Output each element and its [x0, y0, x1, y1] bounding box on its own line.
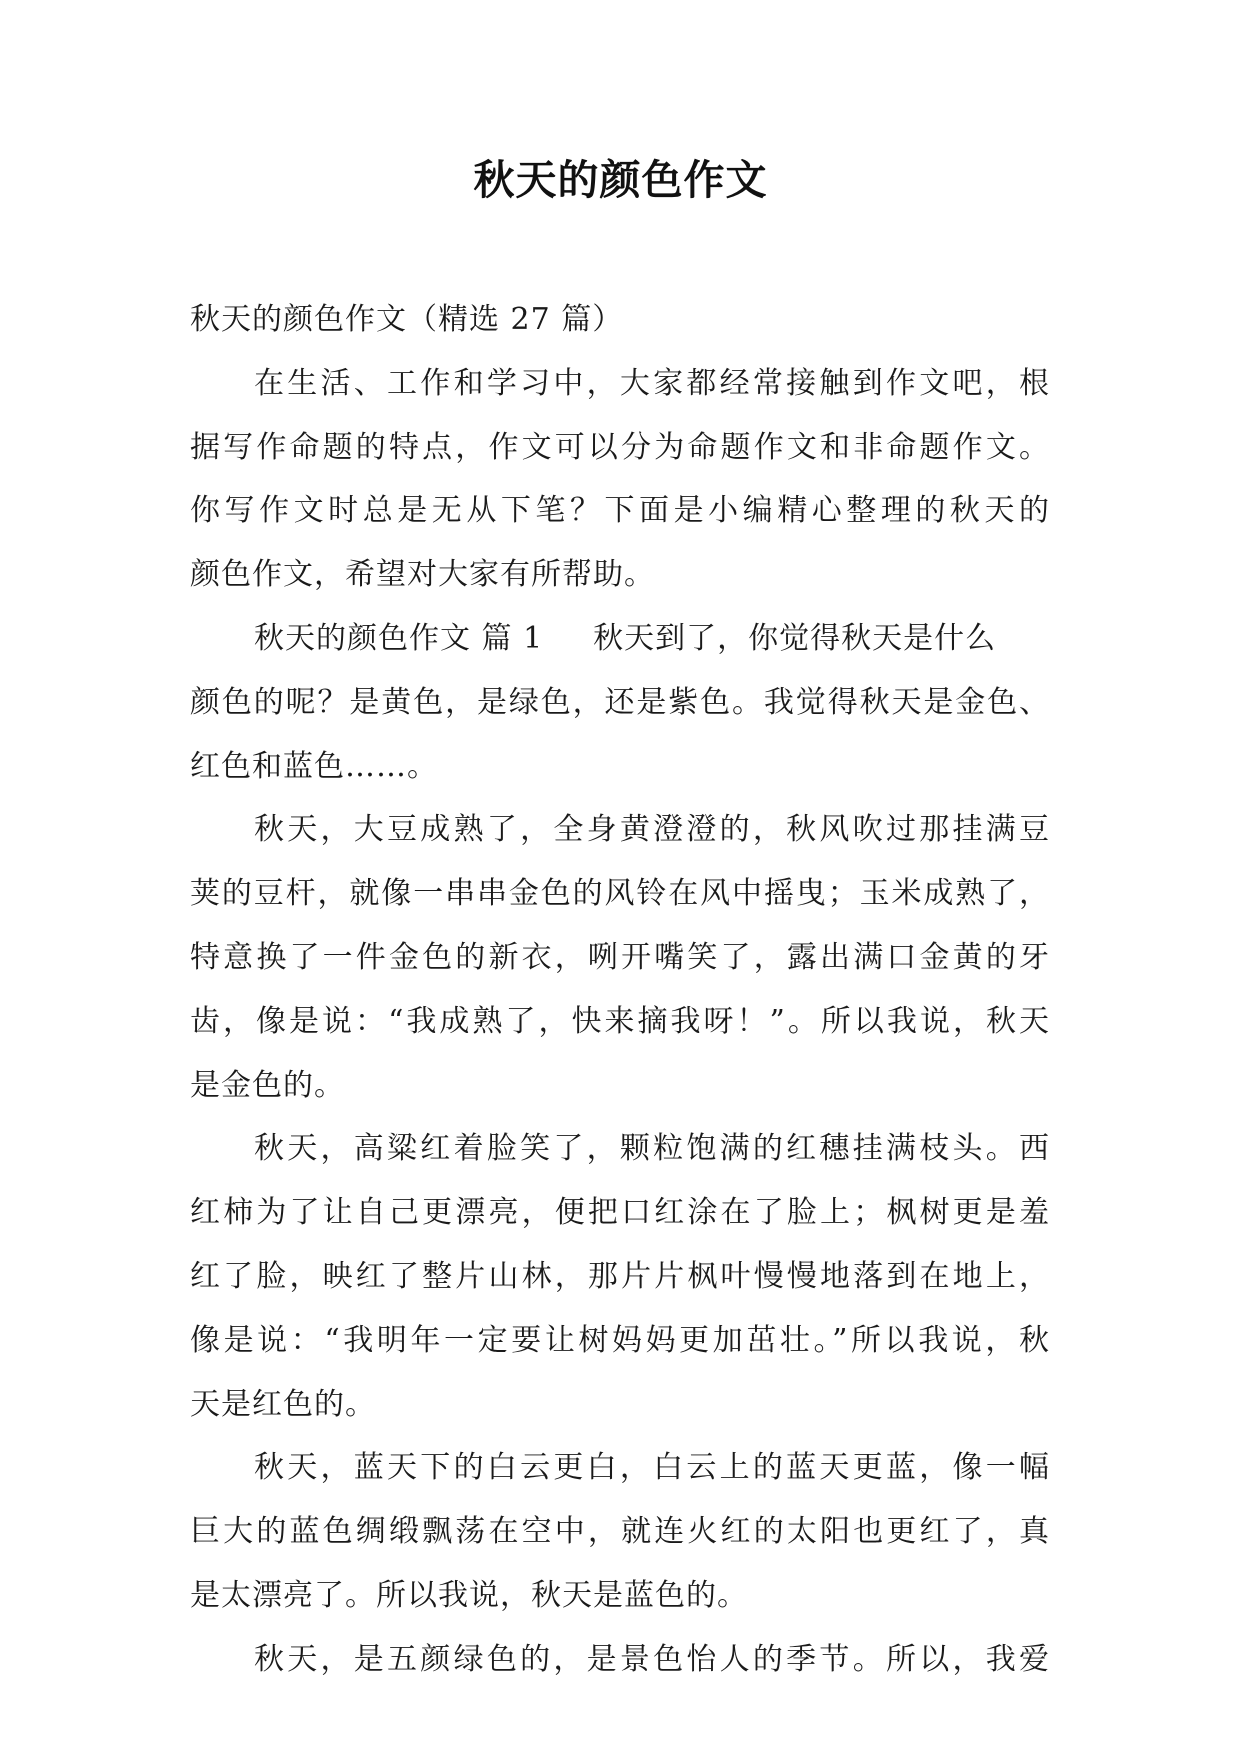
paragraph-line: 据写作命题的特点，作文可以分为命题作文和非命题作文。: [190, 429, 1050, 465]
paragraph-line: 齿，像是说：“我成熟了，快来摘我呀！”。所以我说，秋天: [190, 1003, 1050, 1039]
paragraph-line: 秋天，蓝天下的白云更白，白云上的蓝天更蓝，像一幅: [254, 1450, 1050, 1486]
section-heading-line: [190, 607, 1050, 671]
paragraph-line: 颜色的呢？是黄色，是绿色，还是紫色。我觉得秋天是金色、: [190, 684, 1050, 720]
subtitle-line: 秋天的颜色作文（精选 27 篇）: [190, 302, 624, 337]
paragraph-line: 特意换了一件金色的新衣，咧开嘴笑了，露出满口金黄的牙: [190, 939, 1050, 975]
paragraph-line: 红柿为了让自己更漂亮，便把口红涂在了脸上；枫树更是羞: [190, 1195, 1050, 1231]
paragraph-line: 天是红色的。: [190, 1386, 376, 1422]
paragraph-line: 秋天，是五颜绿色的，是景色怡人的季节。所以，我爱: [254, 1641, 1050, 1677]
paragraph-line: 你写作文时总是无从下笔？下面是小编精心整理的秋天的: [190, 493, 1050, 529]
paragraph-line: 颜色作文，希望对大家有所帮助。: [190, 557, 655, 593]
paragraph-line: 秋天，大豆成熟了，全身黄澄澄的，秋风吹过那挂满豆: [254, 812, 1050, 848]
document-body: [190, 288, 1050, 1692]
paragraph-line: 在生活、工作和学习中，大家都经常接触到作文吧，根: [254, 365, 1050, 401]
paragraph-line: 巨大的蓝色绸缎飘荡在空中，就连火红的太阳也更红了，真: [190, 1514, 1050, 1550]
paragraph-line: 红了脸，映红了整片山林，那片片枫叶慢慢地落到在地上，: [190, 1258, 1050, 1294]
document-title: 秋天的颜色作文: [473, 156, 768, 204]
paragraph-line: 像是说：“我明年一定要让树妈妈更加茁壮。”所以我说，秋: [190, 1322, 1050, 1358]
paragraph-line: 是金色的。: [190, 1067, 345, 1103]
section-heading: 秋天的颜色作文 篇 1: [254, 620, 544, 656]
paragraph-line: 是太漂亮了。所以我说，秋天是蓝色的。: [190, 1577, 748, 1613]
paragraph-line: 秋天，高粱红着脸笑了，颗粒饱满的红穗挂满枝头。西: [254, 1131, 1050, 1167]
paragraph-text: 秋天到了，你觉得秋天是什么: [593, 620, 997, 656]
paragraph-line: 荚的豆杆，就像一串串金色的风铃在风中摇曳；玉米成熟了，: [190, 876, 1050, 912]
paragraph-line: 红色和蓝色……。: [190, 748, 438, 784]
